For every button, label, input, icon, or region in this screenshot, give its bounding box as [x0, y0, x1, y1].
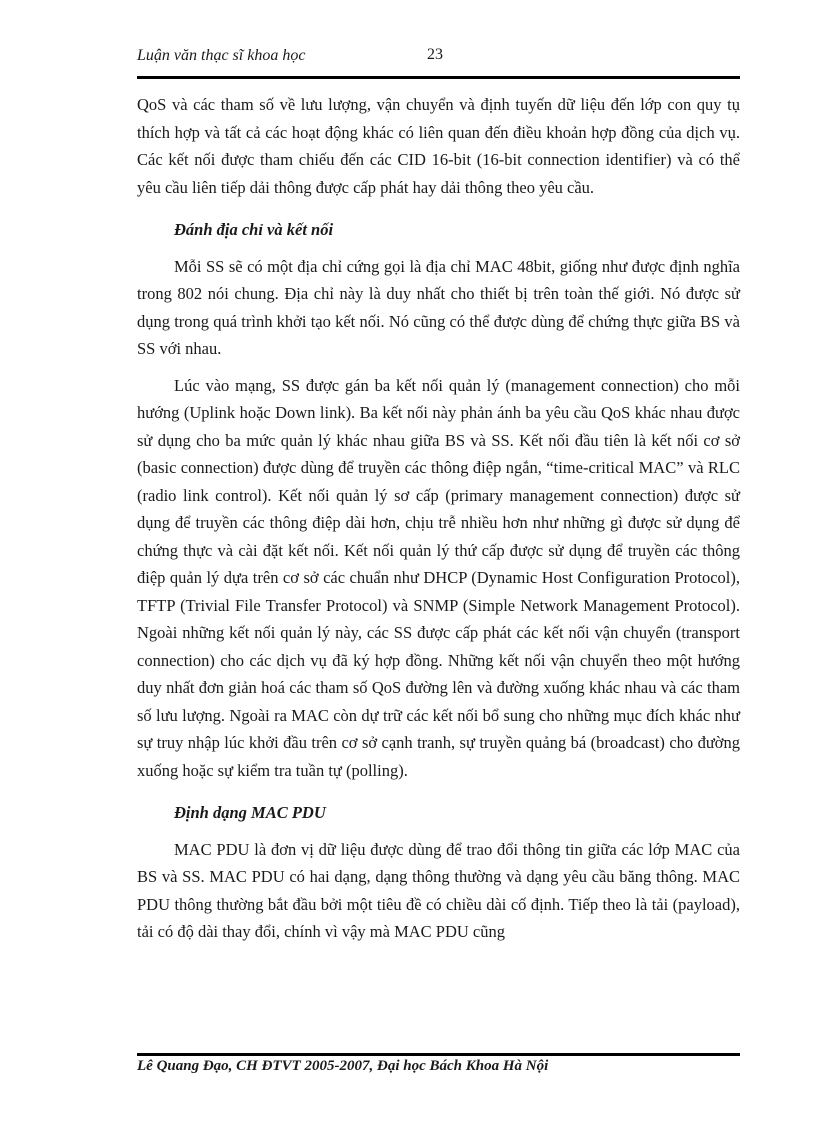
- paragraph-management-connections: Lúc vào mạng, SS được gán ba kết nối quản lý (management connection) cho mỗi hướng (Uplink hoặc Down link). Ba kết nối này phản ánh ba yêu cầu QoS khác nhau được sử dụng cho ba mức quản lý khác nhau giữa BS và SS. Kết nối đầu tiên là kết nối cơ sở (basic connection) được dùng để truyền các thông điệp ngắn, “time-critical MAC” và RLC (radio link control). Kết nối quản lý sơ cấp (primary management connection) được sử dụng để truyền các thông điệp dài hơn, chịu trễ nhiều hơn như những gì được sử dụng để chứng thực và cài đặt kết nối. Kết nối quản lý thứ cấp được sử dụng để truyền các thông điệp quản lý dựa trên cơ sở các chuẩn như DHCP (Dynamic Host Configuration Protocol), TFTP (Trivial File Transfer Protocol) và SNMP (Simple Network Management Protocol). Ngoài những kết nối quản lý này, các SS được cấp phát các kết nối vận chuyển (transport connection) cho các dịch vụ đã ký hợp đồng. Những kết nối vận chuyển theo một hướng duy nhất đơn giản hoá các tham số QoS đường lên và đường xuống khác nhau và các tham số lưu lượng. Ngoài ra MAC còn dự trữ các kết nối bổ sung cho những mục đích khác như sự truy nhập lúc khởi đầu trên cơ sở cạnh tranh, sự truyền quảng bá (broadcast) cho đường xuống hoặc sự kiểm tra tuần tự (polling).: [137, 375, 740, 780]
- paragraph-continuation: QoS và các tham số về lưu lượng, vận chuyển và định tuyến dữ liệu đến lớp con quy tụ thích hợp và tất cả các hoạt động khác có liên quan đến điều khoản hợp đồng của dịch vụ. Các kết nối được tham chiếu đến các CID 16-bit (16-bit connection identifier) và có thể yêu cầu liên tiếp dải thông được cấp phát hay dải thông theo yêu cầu.: [137, 95, 740, 197]
- header-rule: [137, 76, 740, 79]
- page-number: 23: [427, 46, 443, 63]
- paragraph-mac-address: Mỗi SS sẽ có một địa chỉ cứng gọi là địa chỉ MAC 48bit, giống như được định nghĩa trong 802 nói chung. Địa chỉ này là duy nhất cho thiết bị trên toàn thế giới. Nó được sử dụng trong quá trình khởi tạo kết nối. Nó cũng có thể được dùng để chứng thực giữa BS và SS với nhau.: [137, 256, 740, 358]
- footer-rule: [137, 1053, 740, 1056]
- paragraph-mac-pdu: MAC PDU là đơn vị dữ liệu được dùng để trao đổi thông tin giữa các lớp MAC của BS và SS. MAC PDU có hai dạng, dạng thông thường và dạng yêu cầu băng thông. MAC PDU thông thường bắt đầu bởi một tiêu đề có chiều dài cố định. Tiếp theo là tải (payload), tải có độ dài thay đổi, chính vì vậy mà MAC PDU cũng: [137, 839, 740, 941]
- section-heading-mac-pdu: Định dạng MAC PDU: [174, 803, 326, 822]
- document-body: [137, 91, 740, 946]
- page-footer: Lê Quang Đạo, CH ĐTVT 2005-2007, Đại học Bách Khoa Hà Nội: [137, 1058, 549, 1074]
- header-title: Luận văn thạc sĩ khoa học: [137, 47, 306, 64]
- section-heading-addressing: Đánh địa chỉ và kết nối: [174, 220, 334, 239]
- page-header: [137, 47, 740, 71]
